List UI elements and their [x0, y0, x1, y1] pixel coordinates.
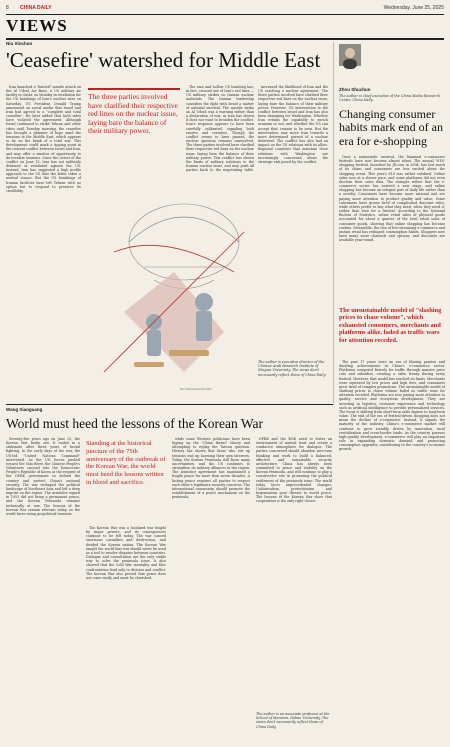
article3-author-note: The author is an associate professor at the School of Marxism, Dalian University. The views don't necessarily reflect those of China Daily.	[256, 712, 330, 729]
illustration-graphic	[84, 172, 256, 392]
page-header	[6, 3, 444, 13]
article1-byline: Niu Xinchun	[6, 41, 33, 46]
section-divider	[6, 38, 444, 40]
column-divider	[333, 42, 334, 404]
article2-column-2: The past 17 years were an era of blazing passion and dazzling achievements in China's e-commerce sector. Platforms competed fiercely for traffic through massive price cuts and subsidies, creating a sales frenzy during every festival. However, that model has reached its limits. Merchants were squeezed by low prices and high fees, and consumers grew tired of complex promotions. The unsustainable model of slashing prices to chase volume faded as traffic wars for attention receded. Platforms are now paying more attention to quality, service and ecosystem development. They are investing in logistics, customer experience and technology such as artificial intelligence to provide personalized services. The focus is shifting from short-term sales figures to long-term value. The end of the era of festival-driven shopping does not mean the decline of e-commerce. Instead, it signals the maturity of the industry. China's e-commerce market will continue to grow steadily, driven by innovation, rural revitalization and cross-border trade. As the country pursues high-quality development, e-commerce will play an important role in expanding domestic demand and promoting consumption upgrades, contributing to the country's economic growth.	[339, 360, 445, 452]
avatar-graphic	[339, 44, 361, 66]
article3-divider	[6, 404, 333, 405]
article1-pull-quote-bar	[88, 88, 180, 90]
paper-name: CHINA DAILY	[20, 5, 52, 11]
article1-headline: 'Ceasefire' watershed for Middle East	[6, 48, 321, 72]
article3-headline: World must heed the lessons of the Korean War	[6, 416, 264, 431]
illustration-caption: MA XUEJING/CHINA DAILY	[180, 388, 213, 391]
article1-column-1: Iran launched a "limited" missile attack on the Al Udeid Air Base, a US military air facility in Qatar, on Monday in retaliation for the US bombings of Iran's nuclear sites on Saturday. US President Donald Trump announced on social media that Israel and Iran had agreed to a "complete and total ceasefire". He later added that both sides have violated the agreement. Although Israel continued to strike Tehran and other cities until Tuesday morning, the ceasefire has brought a glimmer of hope amid the tensions in the Middle East, which appears to be on the brink of a total war. This development could mark a tipping point in the current conflict between Israel and Iran, and may offer a window of opportunity to de-escalate tensions. Since the outset of the conflict on June 13, Iran has not militarily detained or retaliated against the US. Instead, Iran has suggested a high profile approach to the US that the latter takes a neutral stance. But the US bombings of Iranian facilities have left Tehran with no option but to respond to preserve its credibility.	[6, 85, 81, 193]
author-photo-avatar	[339, 44, 361, 66]
article3-column-3: while some Western politicians have been hyping up the "China threat" theory and attempting to replay the Taiwan question. History has shown that those who stir up tensions end up harming their own interests. Today, the Korean Peninsula still faces many uncertainties, and the US continues to strengthen its military alliances in the region. The armistice agreement has maintained a fragile peace for more than seven decades. A lasting peace requires all parties to respect each other's legitimate security concerns. The international community should promote the establishment of a peace mechanism on the peninsula.	[172, 437, 250, 500]
article2-headline: Changing consumer habits mark end of an era for e-shopping	[339, 107, 443, 148]
article3-column-4: DPRK and the ROK need to foster an environment of mutual trust and create a conducive atmosphere for dialogue. The parties concerned should abandon zero-sum thinking and work to build a balanced, effective and sustainable security architecture. China has always been committed to peace and stability on the Korean Peninsula, and will continue to play a constructive role in promoting the political settlement of the peninsula issue. The world today faces unprecedented changes. Unilateralism, protectionism and hegemonism pose threats to world peace. The lessons of the Korean War show that cooperation is the only right choice.	[256, 437, 332, 504]
article3-column-2: The Korean War was a localized war fought by major powers, and its consequences continue to be felt today. The war caused enormous casualties and destruction, and divided the Korean nation. The Korean War taught the world that war should never be used as a tool to resolve disputes between countries. Dialogue and consultation are the only viable way to solve the peninsula issue. It also showed that the Cold War mentality and bloc confrontation lead only to division and conflict. The Korean War also proved that peace does not come easily and must be cherished.	[86, 526, 166, 580]
article2-byline: Zhou Shuchun	[339, 87, 371, 92]
article3-pull-quote: Standing at the historical juncture of the 75th anniversary of the outbreak of the Korean War, the world must heed the lessons written in blood and sacrifice.	[86, 440, 166, 486]
article2-column-1: Once a nationwide carnival, the biannual e-commerce festivals have now become almost silent. The annual "618" shopping festival, launched by JD.com in 2004, has lost much of its shine, and consumers are less excited about the shopping event. This year's 618 was rather subdued. Online sales rose at a slower pace, and some platforms did not even disclose their sales data. The changes reflect that the e-commerce sector has entered a new stage, and online shopping has become an integral part of daily life rather than a novelty. Consumers have become more rational and are paying more attention to product quality and value. Some consumers have grown tired of complicated discount rules, while others prefer to buy what they need, when they need it, rather than wait for a festival. According to the National Bureau of Statistics, online retail sales of physical goods accounted for about a quarter of the total retail sales of consumer goods, showing that online shopping has become routine. Meanwhile, the rise of live-streaming e-commerce and instant retail has reshaped consumption habits. Shoppers now have many more channels and options, and discounts are available year-round.	[339, 155, 445, 243]
header-divider	[6, 14, 444, 15]
article1-column-2: The vain and hollow US bombing has, in fact, crossed one of Iran's red lines — US military strikes on Iranian nuclear materials. The Iranian leadership considers the fight with Israel a matter of national survival. The missile strike on Al Udeid was a warning rather than a declaration of war, as Iran has shown it does not want to broaden the conflict. Iran's response appears to have been carefully calibrated, signaling both resolve and restraint. Though the conflict seems to have paused, the nuclear question remains unresolved. The three parties involved have clarified their respective red lines on the nuclear issue, laying bare the balance of their military power. This conflict has shown the limits of military solutions to the Iranian nuclear issue, and may push all parties back to the negotiating table.	[186, 85, 254, 173]
article1-column-3: increased the likelihood of Iran and the US reaching a nuclear agreement. The three parties involved have clarified their respective red lines on the nuclear issue, laying bare the balance of their military power. However, US intervention in the conflict between Israel and Iran has also been damaging for Washington. Whether Iran retains the capability to enrich uranium or not, and whether the US can accept that, remain to be seen. But the intervention may move Iran towards a more determined pursuit of a nuclear deterrent. The conflict has also had an impact on the US relations with its allies. Regional countries that maintain close relations with Washington are increasingly concerned about the strategic risk posed by the conflict.	[258, 85, 328, 164]
article1-pull-quote: The three parties involved have clarified their respective red lines on the nuclear issue, laying bare the balance of their military power.	[88, 92, 179, 136]
date-line: Wednesday, June 25, 2025	[383, 5, 444, 11]
article3-column-1: Seventy-five years ago on June 25, the Korean War broke out. It ended in a stalemate after three years of brutal fighting. In the early days of the war, the US-led "United Nations Command" intervened. As the UN forces pushed toward the Yalu River, the Chinese People's Volunteers crossed into the Democratic People's Republic of Korea at the request of the DPRK government to defend the country and protect China's national security. The war reshaped the political landscape of Northeast Asia and left a deep imprint on the region. The armistice signed in 1953 did not bring a permanent peace, and the Korean Peninsula remains technically at war. The lessons of the Korean War remain relevant today, as the world faces rising geopolitical tensions.	[6, 437, 80, 516]
page-number: 8	[6, 5, 9, 11]
article1-illustration	[84, 172, 256, 392]
article2-pull-quote: The unsustainable model of "slashing prices to chase volume", which exhausted consumers, merchants and platforms alike, faded as traffic wars for attention receded.	[339, 307, 442, 344]
article2-author-bio: The author is chief executive of the China Media Research Center, China Daily.	[339, 94, 440, 103]
article1-author-note: The author is executive director of the Chinese Arab Research Institute of Ningxia University. The views don't necessarily reflect those of China Daily.	[258, 360, 326, 377]
section-title: VIEWS	[6, 16, 68, 35]
article3-byline: Wang Xiaoguang	[6, 407, 43, 412]
